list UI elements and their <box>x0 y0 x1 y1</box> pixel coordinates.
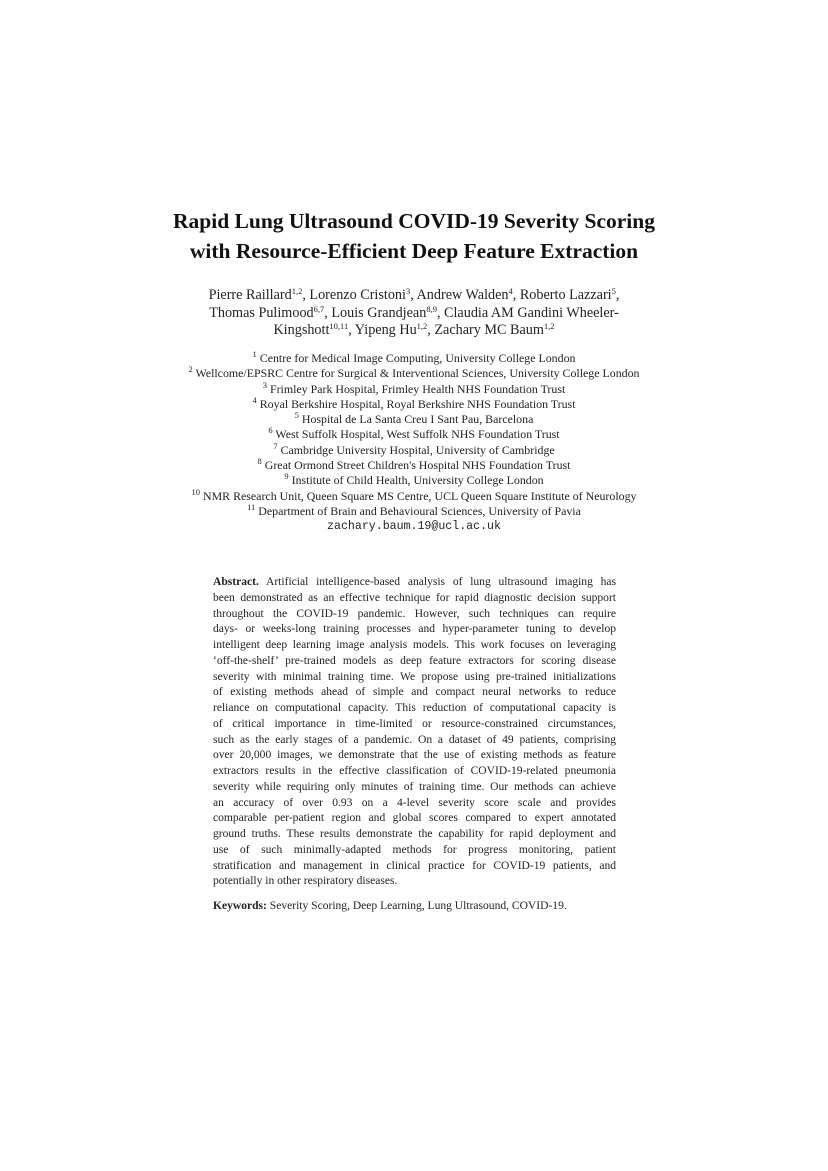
affiliation-text: West Suffolk Hospital, West Suffolk NHS Foundation Trust <box>275 427 560 442</box>
keywords-text: Severity Scoring, Deep Learning, Lung Ultrasound, COVID-19. <box>269 900 567 912</box>
paper-title <box>0 206 828 266</box>
author-sep: , <box>427 322 435 338</box>
abstract-line: stratification and management in clinical practice for COVID-19 patients, and <box>213 859 616 872</box>
affiliation-number: 7 <box>273 440 278 451</box>
abstract-line: severity while requiring only minutes of training time. Our methods can achieve <box>213 780 616 793</box>
affiliation-number: 11 <box>247 501 256 512</box>
abstract-line: use of such minimally-adapted methods for progress monitoring, patient <box>213 843 616 856</box>
author-name: Claudia AM Gandini Wheeler- <box>444 304 619 321</box>
affiliation-text: Great Ormond Street Children's Hospital NHS Foundation Trust <box>264 458 571 473</box>
title-line-2: with Resource-Efficient Deep Feature Extraction <box>189 239 639 263</box>
author-affil-sup: 1,2 <box>543 321 555 331</box>
contact-email[interactable]: zachary.baum.19@ucl.ac.uk <box>327 520 501 534</box>
affiliation-item <box>0 412 828 427</box>
keywords <box>213 899 623 915</box>
author-affil-sup: 5 <box>611 286 616 296</box>
author-sep: , <box>348 322 355 338</box>
author-name: Andrew Walden <box>416 287 509 303</box>
affiliation-text: Department of Brain and Behavioural Sciences, University of Pavia <box>258 503 581 518</box>
affiliation-number: 1 <box>252 349 257 359</box>
abstract-line: comparable per-patient region and global scores compared to expert annotated <box>213 812 616 825</box>
author-sep: , <box>436 304 445 321</box>
affiliation-number: 3 <box>262 379 267 390</box>
affiliation-item <box>0 394 828 412</box>
affiliation-item <box>0 379 828 397</box>
author-name: Roberto Lazzari <box>519 287 612 303</box>
affiliation-number: 5 <box>294 410 299 421</box>
abstract-line: such as the early stages of a pandemic. On a dataset of 49 patients, comprising <box>213 733 616 746</box>
author-affil-sup: 8,9 <box>426 303 437 314</box>
affiliation-item <box>0 366 828 381</box>
affiliation-list <box>0 351 828 535</box>
abstract-line: an accuracy of over 0.93 on a 4-level severity score scale and provides <box>213 796 616 809</box>
keywords-label: Keywords: <box>213 900 267 912</box>
affiliation-item <box>0 458 828 473</box>
author-affil-sup: 4 <box>508 286 513 296</box>
author-name: Lorenzo Cristoni <box>309 287 406 303</box>
affiliation-number: 8 <box>257 456 262 467</box>
author-affil-sup: 1,2 <box>416 321 428 331</box>
affiliation-number: 9 <box>284 471 289 482</box>
abstract-line: ground truths. These results demonstrate the capability for rapid deployment and <box>213 828 616 840</box>
affiliation-item <box>0 473 828 488</box>
affiliation-item <box>0 351 828 366</box>
affiliation-item <box>0 501 828 519</box>
affiliation-item <box>0 486 828 504</box>
author-line-2 <box>0 305 828 323</box>
author-list <box>0 287 828 340</box>
abstract-line: of critical importance in time-limited or resource-constrained circumstances, <box>213 717 616 730</box>
affiliation-number: 4 <box>252 394 257 405</box>
author-line-3 <box>0 322 828 340</box>
author-affil-sup: 10,11 <box>329 321 349 331</box>
abstract <box>213 575 616 890</box>
author-line-1 <box>0 287 828 305</box>
affiliation-text: Royal Berkshire Hospital, Royal Berkshire NHS Foundation Trust <box>259 396 576 411</box>
abstract-line: of existing methods ahead of simple and compact neural networks to reduce <box>213 686 616 699</box>
author-sep: , <box>324 304 332 321</box>
author-sep: , <box>410 287 417 303</box>
abstract-line: throughout the COVID-19 pandemic. However, such techniques can require <box>213 607 616 620</box>
abstract-line: severity with minimal training time. We propose using pre-trained initializations <box>213 670 616 683</box>
abstract-line: potentially in other respiratory diseases. <box>213 875 398 888</box>
affiliation-text: Cambridge University Hospital, University of Cambridge <box>280 442 555 457</box>
author-name: Zachary MC Baum <box>434 322 544 338</box>
abstract-line: extractors results in the effective classification of COVID-19-related pneumonia <box>213 765 616 777</box>
affiliation-text: Institute of Child Health, University College London <box>291 473 544 488</box>
affiliation-number: 6 <box>268 425 273 436</box>
author-name: Louis Grandjean <box>331 304 427 321</box>
author-name: Thomas Pulimood <box>209 304 314 321</box>
abstract-line: over 20,000 images, we demonstrate that the use of existing methods as feature <box>213 749 616 762</box>
title-line-1: Rapid Lung Ultrasound COVID-19 Severity Scoring <box>172 209 655 233</box>
author-name: Yipeng Hu <box>354 322 417 338</box>
abstract-line: intelligent deep learning image analysis models. This work focuses on leveraging <box>213 639 616 651</box>
author-affil-sup: 6,7 <box>313 303 325 314</box>
author-name: Kingshott <box>273 322 330 338</box>
affiliation-item <box>0 440 828 458</box>
abstract-line: reliance on computational capacity. This reduction of computational capacity is <box>213 702 616 714</box>
abstract-line <box>213 575 616 591</box>
affiliation-text: Frimley Park Hospital, Frimley Health NHS Foundation Trust <box>269 381 566 396</box>
affiliation-text: Centre for Medical Image Computing, University College London <box>259 351 576 365</box>
author-sep: , <box>512 287 520 303</box>
author-sep: , <box>615 287 620 303</box>
author-affil-sup: 1,2 <box>291 286 303 296</box>
affiliation-text: Wellcome/EPSRC Centre for Surgical & Interventional Sciences, University College London <box>195 366 640 381</box>
affiliation-number: 10 <box>191 486 201 497</box>
affiliation-text: Hospital de La Santa Creu I Sant Pau, Barcelona <box>301 412 534 427</box>
author-name: Pierre Raillard <box>208 287 292 303</box>
author-affil-sup: 3 <box>405 286 411 296</box>
affiliation-item <box>0 427 828 442</box>
abstract-line: been demonstrated as an effective technique for rapid diagnostic decision support <box>213 591 616 604</box>
abstract-label: Abstract. <box>213 576 259 588</box>
affiliation-number: 2 <box>188 364 193 375</box>
affiliation-text: NMR Research Unit, Queen Square MS Centre, UCL Queen Square Institute of Neurology <box>203 488 637 503</box>
abstract-text: Artificial intelligence-based analysis of lung ultrasound imaging has <box>266 576 617 588</box>
author-sep: , <box>302 287 310 303</box>
abstract-line: days- or weeks-long training processes and hyper-parameter tuning to develop <box>213 623 616 636</box>
abstract-line: ‘off-the-shelf’ pre-trained models as deep feature extractors for scoring disease <box>213 654 616 667</box>
